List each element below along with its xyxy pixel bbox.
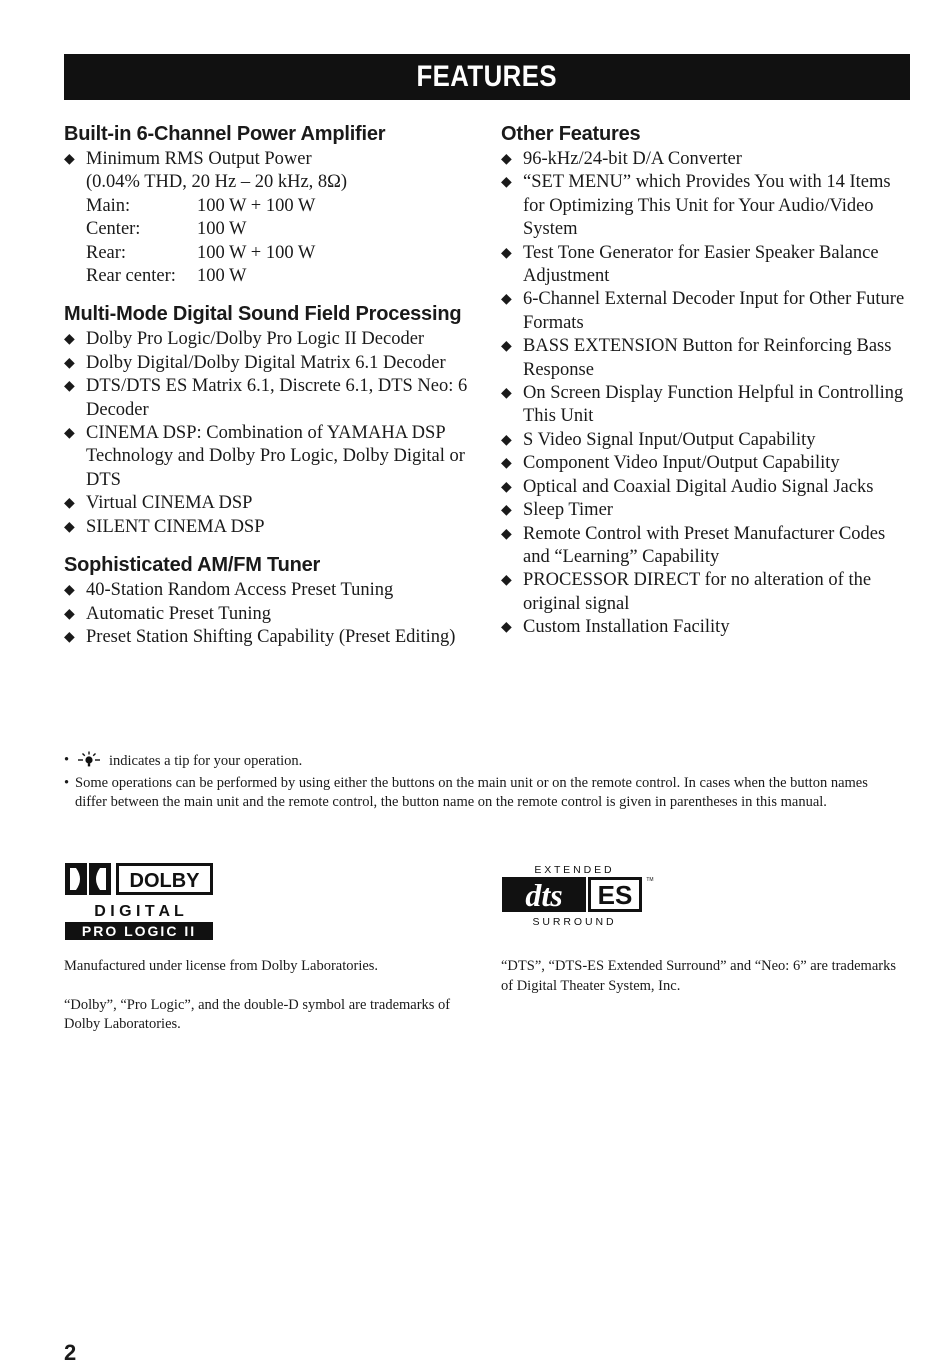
diamond-bullet-icon: ◆ — [501, 385, 512, 402]
section-heading: Other Features — [501, 123, 641, 145]
list-item — [64, 603, 474, 626]
diamond-bullet-icon: ◆ — [501, 525, 512, 542]
item-text: 6-Channel External Decoder Input for Other Future Formats — [523, 289, 905, 333]
right-column — [501, 122, 916, 654]
item-text: DTS/DTS ES Matrix 6.1, Discrete 6.1, DTS Neo: 6 Decoder — [86, 376, 468, 420]
spec-label: Center: — [86, 219, 141, 240]
diamond-bullet-icon: ◆ — [64, 518, 75, 535]
list-item — [501, 499, 916, 522]
spec-label: Rear: — [86, 242, 127, 263]
item-text: SILENT CINEMA DSP — [86, 516, 265, 537]
dts-extended-text: E X T E N D E D — [534, 864, 612, 876]
diamond-bullet-icon: ◆ — [501, 502, 512, 519]
note-bullet: • — [64, 752, 70, 768]
item-text: Preset Station Shifting Capability (Preset Editing) — [86, 626, 456, 647]
list-item — [501, 429, 916, 452]
diamond-bullet-icon: ◆ — [64, 378, 75, 395]
spec-row — [64, 195, 474, 218]
diamond-bullet-icon: ◆ — [501, 174, 512, 191]
item-text: CINEMA DSP: Combination of YAMAHA DSP Technology and Dolby Pro Logic, Dolby Digital or DTS — [86, 423, 465, 490]
diamond-bullet-icon: ◆ — [64, 628, 75, 645]
item-text: Dolby Pro Logic/Dolby Pro Logic II Decoder — [86, 329, 425, 350]
item-text: Automatic Preset Tuning — [86, 603, 272, 624]
spec-value: 100 W + 100 W — [197, 242, 316, 263]
note-bullet: • — [64, 774, 70, 791]
features-banner — [64, 54, 910, 100]
item-text: Virtual CINEMA DSP — [86, 493, 253, 514]
dts-surround-text: S U R R O U N D — [532, 916, 614, 928]
list-item — [501, 616, 916, 639]
spec-row — [64, 218, 474, 241]
list-item — [64, 516, 474, 539]
section-heading: Built-in 6-Channel Power Amplifier — [64, 123, 386, 145]
dts-es-logo — [501, 862, 656, 933]
spec-value: 100 W — [197, 266, 247, 287]
diamond-bullet-icon: ◆ — [64, 425, 75, 442]
item-text: Sleep Timer — [523, 500, 613, 521]
diamond-bullet-icon: ◆ — [501, 572, 512, 589]
left-column — [64, 122, 474, 663]
list-item — [501, 148, 916, 171]
list-item — [64, 492, 474, 515]
diamond-bullet-icon: ◆ — [64, 495, 75, 512]
diamond-bullet-icon: ◆ — [64, 331, 75, 348]
diamond-bullet-icon: ◆ — [64, 605, 75, 622]
list-item — [501, 523, 916, 570]
spec-label: Main: — [86, 195, 131, 216]
list-item — [501, 476, 916, 499]
sound-field-section — [64, 302, 474, 539]
note-buttons-text: Some operations can be performed by using either the buttons on the main unit or on the remote control. In cases when the button names differ between the main unit and the remote control, the button name on the remote control is given in parentheses in this manual. — [75, 774, 868, 810]
page-number: 2 — [64, 1340, 77, 1365]
diamond-bullet-icon: ◆ — [64, 151, 75, 167]
list-item — [501, 171, 916, 241]
other-features-section — [501, 122, 916, 640]
item-text: BASS EXTENSION Button for Reinforcing Bass Response — [523, 336, 892, 380]
dolby-caption — [64, 957, 474, 1054]
list-item — [64, 422, 474, 492]
spec-row — [64, 242, 474, 265]
dolby-digital-text: D I G I T A L — [94, 903, 184, 920]
item-text: Minimum RMS Output Power — [86, 149, 312, 169]
diamond-bullet-icon: ◆ — [501, 619, 512, 636]
list-item — [501, 569, 916, 616]
section-heading: Sophisticated AM/FM Tuner — [64, 554, 321, 577]
list-item — [501, 242, 916, 289]
dts-trademark-text: “DTS”, “DTS-ES Extended Surround” and “Neo: 6” are trademarks of Digital Theater System, Inc. — [501, 958, 896, 994]
item-text: “SET MENU” which Provides You with 14 Items for Optimizing This Unit for Your Audio/Video System — [523, 172, 891, 240]
note-tip-text: indicates a tip for your operation. — [109, 753, 303, 769]
diamond-bullet-icon: ◆ — [501, 291, 512, 308]
power-condition: (0.04% THD, 20 Hz – 20 kHz, 8Ω) — [86, 172, 348, 193]
spec-label: Rear center: — [86, 266, 176, 287]
dts-tm-text: TM — [646, 877, 654, 883]
dolby-pro-logic-text: PRO LOGIC II — [81, 923, 197, 939]
list-item — [501, 452, 916, 475]
item-text: 96-kHz/24-bit D/A Converter — [523, 149, 742, 169]
diamond-bullet-icon: ◆ — [501, 244, 512, 261]
list-item — [64, 375, 474, 422]
item-text: PROCESSOR DIRECT for no alteration of the original signal — [523, 570, 872, 614]
notes — [64, 751, 894, 813]
diamond-bullet-icon: ◆ — [501, 478, 512, 495]
item-text: Remote Control with Preset Manufacturer Codes and “Learning” Capability — [523, 523, 886, 567]
diamond-bullet-icon: ◆ — [501, 338, 512, 355]
item-text: Custom Installation Facility — [523, 617, 730, 638]
item-text: Dolby Digital/Dolby Digital Matrix 6.1 Decoder — [86, 352, 446, 373]
diamond-bullet-icon: ◆ — [501, 151, 512, 167]
list-item — [64, 328, 474, 351]
spec-value: 100 W + 100 W — [197, 195, 316, 216]
dolby-logo — [64, 862, 214, 947]
list-item — [64, 148, 474, 171]
list-item — [64, 579, 474, 602]
list-item — [501, 382, 916, 429]
diamond-bullet-icon: ◆ — [501, 455, 512, 472]
dolby-license-text: Manufactured under license from Dolby Laboratories. — [64, 958, 379, 974]
diamond-bullet-icon: ◆ — [501, 431, 512, 448]
dolby-wordmark: DOLBY — [129, 870, 200, 892]
lightbulb-tip-icon — [75, 751, 103, 774]
note-tip — [64, 751, 894, 774]
section-heading: Multi-Mode Digital Sound Field Processing — [64, 303, 462, 326]
diamond-bullet-icon: ◆ — [64, 354, 75, 371]
tuner-section — [64, 553, 474, 649]
list-item — [501, 288, 916, 335]
power-amp-section — [64, 122, 474, 288]
page-title: FEATURES — [416, 60, 558, 93]
item-text: On Screen Display Function Helpful in Controlling This Unit — [523, 383, 904, 427]
dolby-trademark-text: “Dolby”, “Pro Logic”, and the double-D symbol are trademarks of Dolby Laboratories. — [64, 996, 451, 1032]
item-text: Optical and Coaxial Digital Audio Signal Jacks — [523, 476, 874, 497]
item-text: Component Video Input/Output Capability — [523, 453, 840, 474]
spec-value: 100 W — [197, 219, 247, 240]
diamond-bullet-icon: ◆ — [64, 582, 75, 599]
spec-row — [64, 265, 474, 288]
item-text: 40-Station Random Access Preset Tuning — [86, 580, 394, 601]
dts-caption — [501, 957, 901, 996]
note-buttons — [64, 774, 894, 813]
list-item — [501, 335, 916, 382]
item-text: S Video Signal Input/Output Capability — [523, 429, 816, 450]
dts-es-text: ES — [597, 880, 633, 910]
item-text: Test Tone Generator for Easier Speaker Balance Adjustment — [523, 242, 879, 287]
dts-wordmark: dts — [525, 877, 563, 913]
list-item — [64, 352, 474, 375]
list-item — [64, 626, 474, 649]
